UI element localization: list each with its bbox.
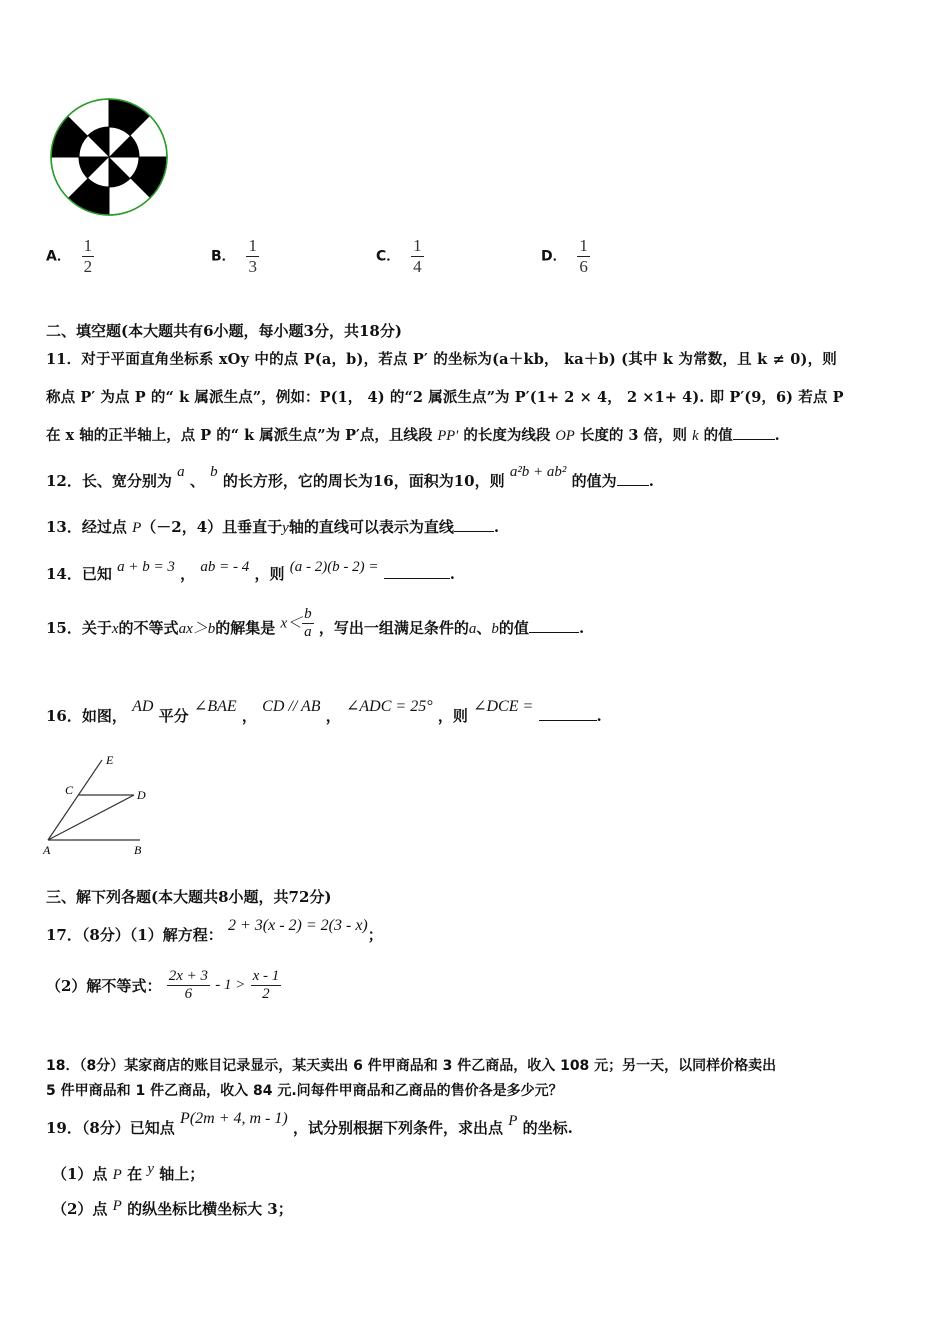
option-d — [541, 236, 590, 277]
section2-title: 二、填空题(本大题共有6小题，每小题3分，共18分) — [46, 322, 402, 340]
q16-e5: ∠DCE = — [473, 698, 534, 715]
q14-e1: a + b = 3 — [117, 559, 175, 575]
q17-part2-label: （2）解不等式： — [46, 977, 162, 995]
q14-mid: ，则 — [254, 565, 285, 583]
q11-line3d: 的值 — [703, 427, 733, 444]
q11-end: . — [774, 427, 780, 444]
option-b — [211, 236, 259, 277]
q13-y: y — [282, 520, 289, 536]
option-b-numerator: 1 — [248, 236, 257, 255]
option-d-label: D． — [541, 248, 567, 265]
section3-title: 三、解下列各题(本大题共8小题，共72分) — [46, 888, 332, 906]
q12 — [46, 464, 654, 491]
option-c — [376, 236, 424, 277]
q16-e2: ∠BAE — [193, 698, 237, 715]
q17-mid: - 1 > — [215, 977, 246, 993]
q19-condition2 — [52, 1198, 293, 1219]
option-d-numerator: 1 — [579, 236, 588, 255]
q11-op: OP — [555, 428, 575, 444]
option-a-label: A． — [46, 248, 71, 265]
q12-sep: 、 — [189, 472, 205, 490]
q16-e3: CD // AB — [262, 698, 321, 715]
geometry-figure — [40, 752, 160, 862]
q11-answer-blank[interactable] — [733, 425, 775, 440]
q19-c1y: y — [147, 1161, 154, 1177]
q17-semi: ； — [367, 926, 383, 944]
q14-prefix: 14．已知 — [46, 565, 112, 583]
q15-ineq: ax＞b — [178, 621, 216, 637]
label-a: A — [43, 843, 51, 857]
q14-e2: ab = - 4 — [200, 559, 250, 575]
q11-line3c: 长度的 3 倍，则 — [579, 427, 688, 444]
q15-t4: 的值 — [498, 619, 529, 637]
q11-line3a: 在 x 轴的正半轴上，点 P 的“ k 属派生点”为 P′点，且线段 — [46, 427, 433, 444]
q11-line1: 11．对于平面直角坐标系 xOy 中的点 P(a，b)，若点 P′ 的坐标为(a＋kb， ka＋b) (其中 k 为常数，且 k ≠ 0)，则 — [46, 351, 837, 368]
q14-e3: (a - 2)(b - 2) = — [289, 559, 379, 575]
q11-k: k — [692, 428, 699, 444]
q15-a: a — [468, 621, 477, 637]
q11-line2: 称点 P′ 为点 P 的“ k 属派生点”，例如：P(1， 4) 的“2 属派生点”为 P′(1+ 2 × 4， 2 ×1+ 4). 即 P′(9，6) 若点 P — [46, 389, 844, 406]
q17-n1: 2x + 3 — [168, 968, 208, 984]
q12-prefix: 12．长、宽分别为 — [46, 472, 172, 490]
q14 — [46, 559, 456, 584]
q19-condition1 — [52, 1163, 204, 1184]
q16-t1: 平分 — [158, 707, 189, 725]
q13-rest: （－2，4）且垂直于 — [141, 518, 283, 536]
q17-n2: x - 1 — [252, 968, 280, 984]
q11-line3 — [46, 424, 780, 445]
label-d: D — [137, 788, 146, 802]
q18-line2: 5 件甲商品和 1 件乙商品，收入 84 元.问每件甲商品和乙商品的售价各是多少元？ — [46, 1083, 563, 1099]
q19 — [46, 1110, 573, 1138]
q12-a: a — [177, 464, 185, 480]
q14-answer-blank[interactable] — [384, 564, 450, 579]
q19-c2a: （2）点 — [52, 1200, 108, 1218]
q19-c2b: 的纵坐标比横坐标大 3； — [127, 1200, 293, 1218]
q11-pp: PP′ — [437, 428, 459, 444]
q15-x: x — [111, 621, 119, 637]
q15-t3: ，写出一组满足条件的 — [318, 619, 469, 637]
q19-c2p: P — [112, 1198, 122, 1214]
line-ae — [48, 760, 102, 840]
q19-c1c: 轴上； — [159, 1165, 205, 1183]
option-a-numerator: 1 — [83, 236, 93, 255]
q11-line3b: 的长度为线段 — [463, 427, 551, 444]
option-c-label: C． — [376, 248, 401, 265]
q14-end: . — [449, 565, 456, 583]
q17-part2 — [46, 968, 281, 1003]
option-b-label: B． — [211, 248, 236, 265]
q12-mid: 的长方形，它的周长为16，面积为10，则 — [222, 472, 505, 490]
q15-answer-blank[interactable] — [529, 618, 579, 633]
label-e: E — [106, 753, 114, 767]
q17-d1: 6 — [167, 985, 210, 1003]
q15-t1: 的不等式 — [118, 619, 179, 637]
q14-sep: ， — [180, 565, 196, 583]
q15-end: . — [578, 619, 585, 637]
q19-c1a: （1）点 — [52, 1165, 108, 1183]
q17-d2: 2 — [251, 985, 282, 1003]
q13-end: . — [493, 518, 500, 536]
q16-t2: ，则 — [437, 707, 468, 725]
q19-point: P(2m + 4, m - 1) — [180, 1110, 288, 1127]
q12-answer-blank[interactable] — [617, 471, 649, 486]
q19-suffix: 的坐标. — [522, 1119, 573, 1137]
q16-c1: ， — [241, 707, 257, 725]
q12-expr: a²b + ab² — [509, 464, 567, 480]
q15-den: a — [304, 624, 312, 640]
q19-prefix: 19．（8分）已知点 — [46, 1119, 175, 1137]
q16 — [46, 698, 602, 726]
q15-b: b — [491, 621, 499, 637]
q19-mid: ，试分别根据下列条件，求出点 — [292, 1119, 503, 1137]
q16-end: . — [596, 707, 602, 725]
q12-suffix: 的值为 — [571, 472, 617, 490]
q15-num: b — [304, 606, 312, 622]
q15-lhs: x＜ — [280, 615, 303, 632]
q18-line1: 18．（8分）某家商店的账目记录显示，某天卖出 6 件甲商品和 3 件乙商品，收入 108 元；另一天，以同样价格卖出 — [46, 1058, 777, 1074]
q15-sep: 、 — [476, 619, 492, 637]
q19-c1p: P — [112, 1167, 122, 1183]
label-b: B — [134, 843, 142, 857]
q16-e1: AD — [132, 698, 154, 715]
q13-rest2: 轴的直线可以表示为直线 — [288, 518, 454, 536]
q15 — [46, 606, 585, 645]
option-a — [46, 236, 94, 277]
q15-t2: 的解集是 — [215, 619, 276, 637]
q12-b: b — [210, 464, 218, 480]
q13-p: P — [132, 520, 142, 536]
q17-equation: 2 + 3(x - 2) = 2(3 - x) — [227, 917, 368, 934]
q13-answer-blank[interactable] — [454, 517, 494, 532]
option-c-denominator: 4 — [413, 257, 422, 276]
line-ad — [48, 795, 134, 840]
q16-prefix: 16．如图， — [46, 707, 127, 725]
q17-part1 — [46, 917, 383, 945]
q19-p: P — [508, 1113, 518, 1129]
q16-c2: ， — [325, 707, 341, 725]
option-a-denominator: 2 — [83, 257, 93, 276]
q19-c1b: 在 — [127, 1165, 143, 1183]
option-b-denominator: 3 — [248, 257, 257, 276]
q13-prefix: 13．经过点 — [46, 518, 127, 536]
q16-e4: ∠ADC = 25° — [346, 698, 433, 715]
label-c: C — [65, 783, 74, 797]
option-d-denominator: 6 — [579, 257, 588, 276]
q17-part1-label: 17．（8分）（1）解方程： — [46, 926, 223, 944]
option-c-numerator: 1 — [413, 236, 422, 255]
circle-pattern-figure — [48, 96, 170, 218]
q16-answer-blank[interactable] — [539, 706, 597, 721]
q15-prefix: 15．关于 — [46, 619, 112, 637]
q13 — [46, 516, 499, 537]
q12-end: . — [648, 472, 654, 490]
